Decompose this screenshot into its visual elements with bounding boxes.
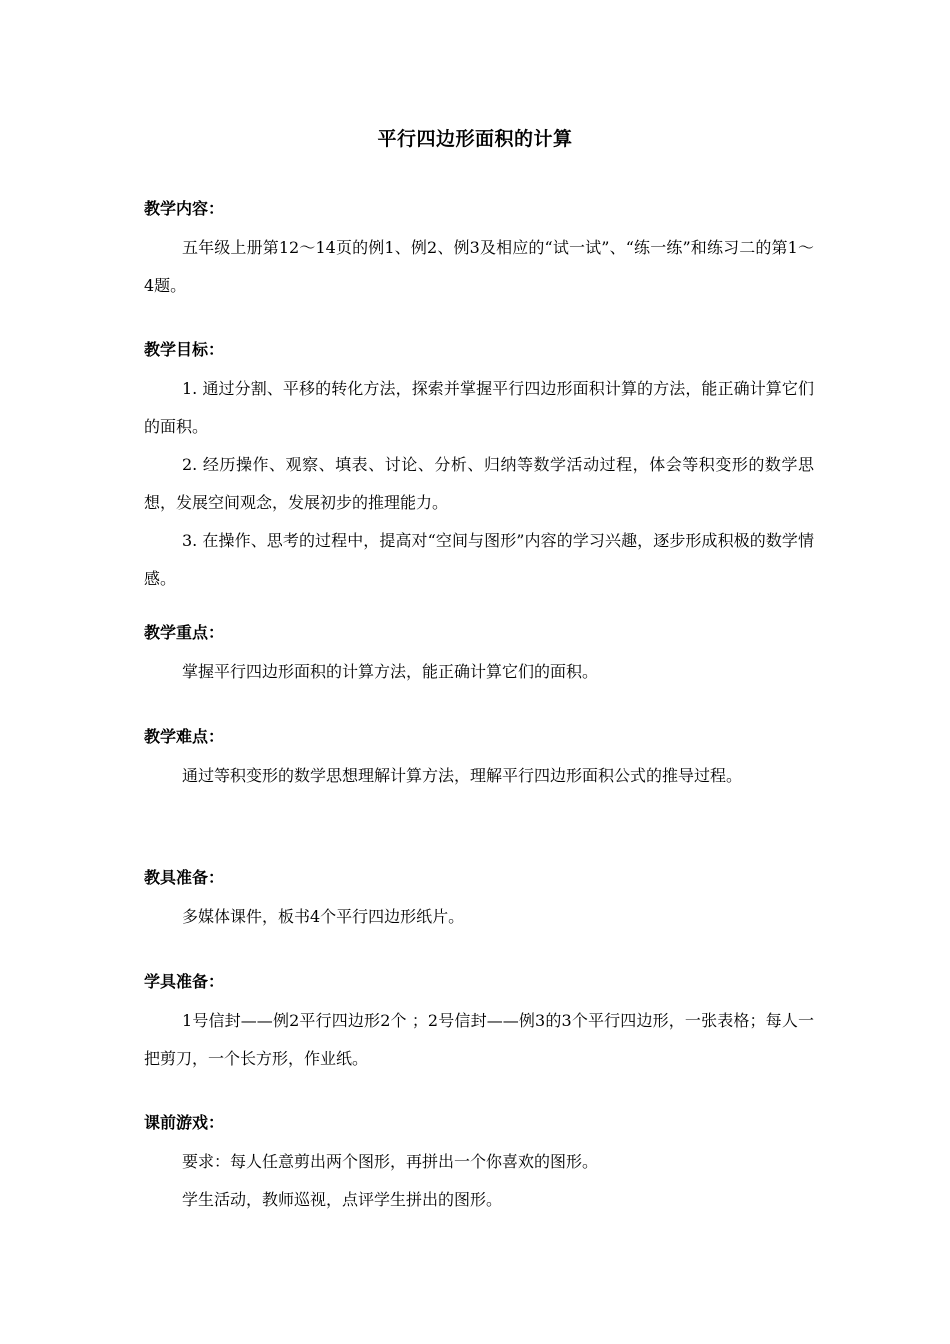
section-paragraph: 2. 经历操作、观察、填表、讨论、分析、归纳等数学活动过程，体会等积变形的数学思想，发展空间观念，发展初步的推理能力。 <box>144 455 814 512</box>
section-pre-class-game <box>144 1113 814 1219</box>
section-heading: 教学目标： <box>144 340 225 359</box>
section-paragraph: 3. 在操作、思考的过程中，提高对“空间与图形”内容的学习兴趣，逐步形成积极的数学情感。 <box>144 531 814 588</box>
section-paragraph: 多媒体课件，板书4个平行四边形纸片。 <box>182 907 465 926</box>
section-key-points <box>144 623 814 691</box>
section-teaching-content <box>144 199 814 305</box>
section-heading: 教学重点： <box>144 623 225 642</box>
section-student-materials <box>144 972 814 1078</box>
section-paragraph: 掌握平行四边形面积的计算方法，能正确计算它们的面积。 <box>182 662 599 681</box>
section-paragraph: 通过等积变形的数学思想理解计算方法，理解平行四边形面积公式的推导过程。 <box>182 766 743 785</box>
section-heading: 教学难点： <box>144 727 225 746</box>
section-paragraph: 1号信封——例2平行四边形2个 ；2号信封——例3的3个平行四边形，一张表格；每人一把剪刀，一个长方形，作业纸。 <box>144 1011 814 1068</box>
section-teaching-aids <box>144 868 814 936</box>
section-heading: 教学内容： <box>144 199 225 218</box>
section-paragraph: 要求：每人任意剪出两个图形，再拼出一个你喜欢的图形。 <box>182 1152 599 1171</box>
section-heading: 课前游戏： <box>144 1113 225 1132</box>
document-title: 平行四边形面积的计算 <box>377 128 573 150</box>
section-difficulties <box>144 727 814 795</box>
section-paragraph: 1. 通过分割、平移的转化方法，探索并掌握平行四边形面积计算的方法，能正确计算它们的面积。 <box>144 379 814 436</box>
section-teaching-goals <box>144 340 814 598</box>
section-paragraph: 学生活动，教师巡视，点评学生拼出的图形。 <box>182 1190 503 1209</box>
section-heading: 教具准备： <box>144 868 225 887</box>
section-paragraph: 五年级上册第12～14页的例1、例2、例3及相应的“试一试”、“练一练”和练习二的第1～4题。 <box>144 238 814 295</box>
section-heading: 学具准备： <box>144 972 225 991</box>
